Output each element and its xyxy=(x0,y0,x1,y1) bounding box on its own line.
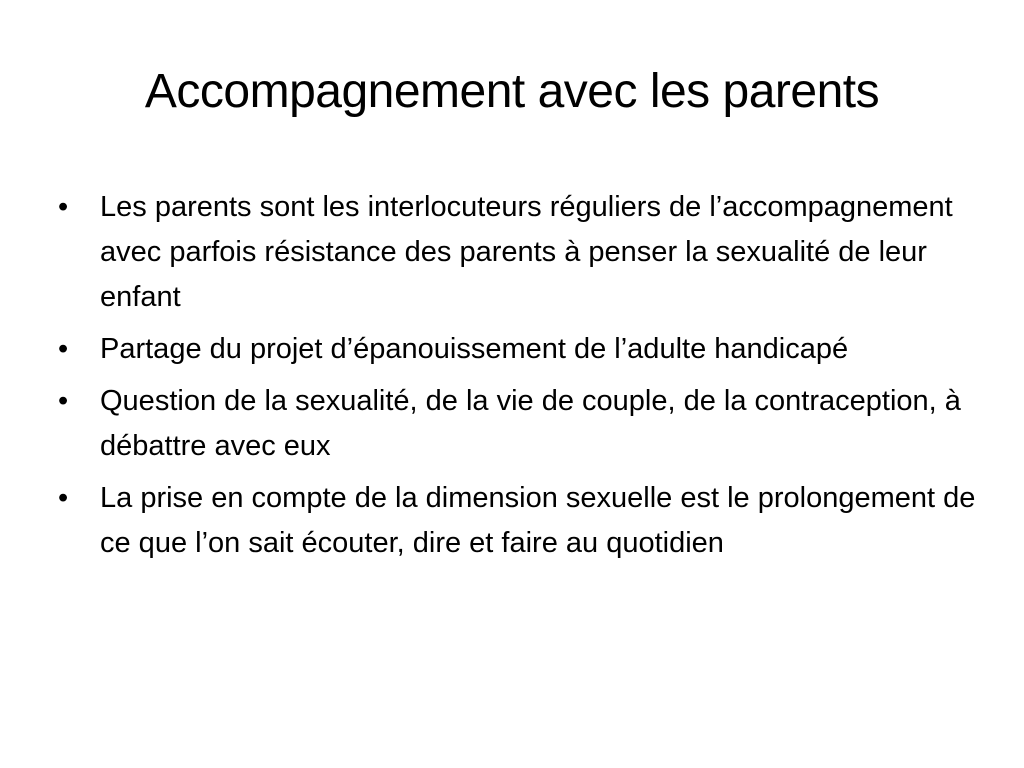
bullet-icon: • xyxy=(58,385,69,417)
bullet-text: Partage du projet d’épanouissement de l’adulte handicapé xyxy=(100,333,849,365)
bullet-item xyxy=(58,476,978,566)
bullet-icon: • xyxy=(58,482,69,514)
bullet-item xyxy=(58,185,978,320)
bullet-list xyxy=(58,185,978,573)
slide-title: Accompagnement avec les parents xyxy=(144,65,880,118)
bullet-item xyxy=(58,379,978,469)
bullet-text: Les parents sont les interlocuteurs réguliers de l’accompagnement avec parfois résistance des parents à penser la sexualité de leur enfant xyxy=(100,191,953,313)
bullet-icon: • xyxy=(58,333,69,365)
bullet-icon: • xyxy=(58,191,69,223)
bullet-item xyxy=(58,327,978,372)
bullet-text: La prise en compte de la dimension sexuelle est le prolongement de ce que l’on sait écouter, dire et faire au quotidien xyxy=(100,482,976,559)
bullet-text: Question de la sexualité, de la vie de couple, de la contraception, à débattre avec eux xyxy=(100,385,961,462)
